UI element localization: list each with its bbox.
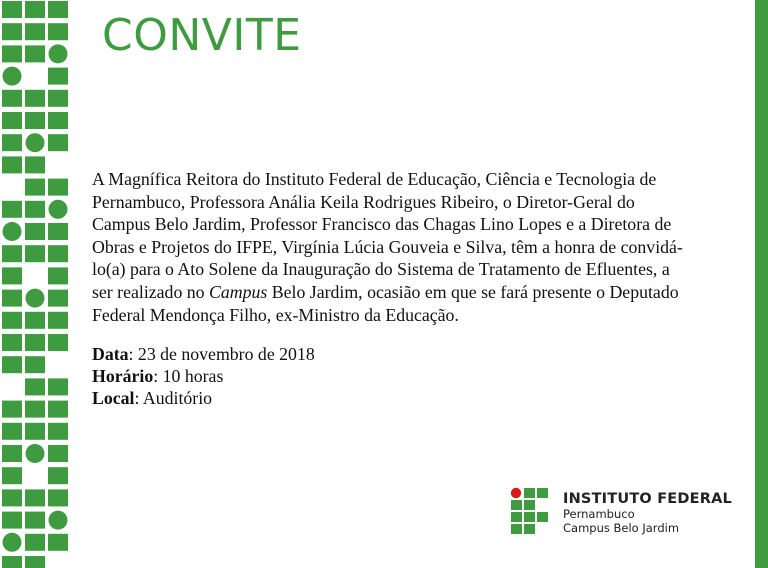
pattern-block <box>2 45 22 62</box>
pattern-block <box>25 512 45 529</box>
pattern-block <box>2 1 22 18</box>
pattern-block <box>48 23 68 40</box>
pattern-block <box>48 267 68 284</box>
pattern-block <box>2 489 22 506</box>
pattern-block <box>25 1 45 18</box>
body-line: A Magnífica Reitora do Instituto Federal de Educação, Ciência e Tecnologia de <box>92 169 657 189</box>
pattern-block <box>48 90 68 107</box>
pattern-block <box>48 134 68 151</box>
place-label: Local <box>92 388 135 408</box>
time-row <box>92 365 315 387</box>
pattern-block <box>48 401 68 418</box>
pattern-block <box>48 223 68 240</box>
pattern-block <box>48 245 68 262</box>
pattern-block <box>3 533 22 552</box>
pattern-block <box>48 334 68 351</box>
pattern-block <box>48 467 68 484</box>
pattern-block <box>48 378 68 395</box>
pattern-block <box>2 356 22 373</box>
pattern-block <box>25 90 45 107</box>
pattern-block <box>25 356 45 373</box>
pattern-block <box>25 334 45 351</box>
pattern-block <box>2 334 22 351</box>
pattern-block <box>25 201 45 218</box>
pattern-block <box>48 445 68 462</box>
invitation-body <box>92 168 744 326</box>
pattern-block <box>2 556 22 568</box>
pattern-block <box>25 312 45 329</box>
pattern-block <box>48 179 68 196</box>
time-value: : 10 horas <box>153 366 224 386</box>
pattern-block <box>25 245 45 262</box>
if-logo-icon <box>510 487 550 535</box>
institution-logo-text <box>563 491 732 535</box>
pattern-block <box>2 90 22 107</box>
pattern-block <box>25 223 45 240</box>
pattern-block <box>25 378 45 395</box>
body-line <box>92 281 744 304</box>
pattern-block <box>26 444 45 463</box>
pattern-block <box>48 312 68 329</box>
date-row <box>92 343 315 365</box>
body-text-fragment: Belo Jardim, ocasião em que se fará presente o Deputado <box>267 281 679 302</box>
institution-campus: Campus Belo Jardim <box>563 521 680 535</box>
place-row <box>92 387 315 409</box>
pattern-block <box>2 267 22 284</box>
body-line: lo(a) para o Ato Solene da Inauguração do Sistema de Tratamento de Efluentes, a <box>92 259 670 280</box>
pattern-block <box>48 1 68 18</box>
pattern-block <box>48 423 68 440</box>
pattern-block <box>26 289 45 308</box>
date-value: : 23 de novembro de 2018 <box>128 344 315 364</box>
pattern-block <box>49 200 68 219</box>
pattern-block <box>2 512 22 529</box>
pattern-block <box>2 112 22 129</box>
pattern-block <box>2 23 22 40</box>
body-line: Pernambuco, Professora Anália Keila Rodrigues Ribeiro, o Diretor-Geral do <box>92 191 635 212</box>
pattern-block <box>25 156 45 173</box>
body-line: Obras e Projetos do IFPE, Virgínia Lúcia Gouveia e Silva, têm a honra de convidá- <box>92 236 683 257</box>
pattern-block <box>25 45 45 62</box>
body-line: Campus Belo Jardim, Professor Francisco das Chagas Lino Lopes e a Diretora de <box>92 214 672 235</box>
institution-name: INSTITUTO FEDERAL <box>563 491 732 507</box>
pattern-block <box>2 401 22 418</box>
pattern-block <box>3 67 22 86</box>
pattern-block <box>25 401 45 418</box>
pattern-block <box>2 467 22 484</box>
pattern-block <box>2 156 22 173</box>
pattern-block <box>48 534 68 551</box>
date-label: Data <box>92 344 129 364</box>
pattern-block <box>3 222 22 241</box>
pattern-block <box>25 179 45 196</box>
time-label: Horário <box>92 366 154 386</box>
pattern-block <box>25 534 45 551</box>
page-title: CONVITE <box>102 10 302 61</box>
pattern-block <box>2 445 22 462</box>
pattern-block <box>48 112 68 129</box>
body-line: Federal Mendonça Filho, ex-Ministro da Educação. <box>92 304 459 325</box>
right-border-bar <box>755 0 768 568</box>
pattern-block <box>2 245 22 262</box>
pattern-block <box>25 556 45 568</box>
pattern-block <box>2 290 22 307</box>
body-text-fragment: ser realizado no <box>92 281 210 302</box>
campus-italic: Campus <box>209 281 268 302</box>
pattern-block <box>48 68 68 85</box>
pattern-block <box>49 44 68 63</box>
pattern-block <box>48 489 68 506</box>
pattern-block <box>25 489 45 506</box>
pattern-block <box>26 133 45 152</box>
pattern-block <box>2 423 22 440</box>
pattern-block <box>2 201 22 218</box>
place-value: : Auditório <box>134 388 213 408</box>
pattern-block <box>25 423 45 440</box>
pattern-block <box>49 511 68 530</box>
pattern-block <box>2 312 22 329</box>
side-pattern <box>0 0 72 568</box>
pattern-block <box>2 134 22 151</box>
pattern-block <box>48 290 68 307</box>
institution-state: Pernambuco <box>563 507 635 521</box>
pattern-block <box>25 112 45 129</box>
event-details <box>92 343 315 409</box>
pattern-block <box>25 23 45 40</box>
